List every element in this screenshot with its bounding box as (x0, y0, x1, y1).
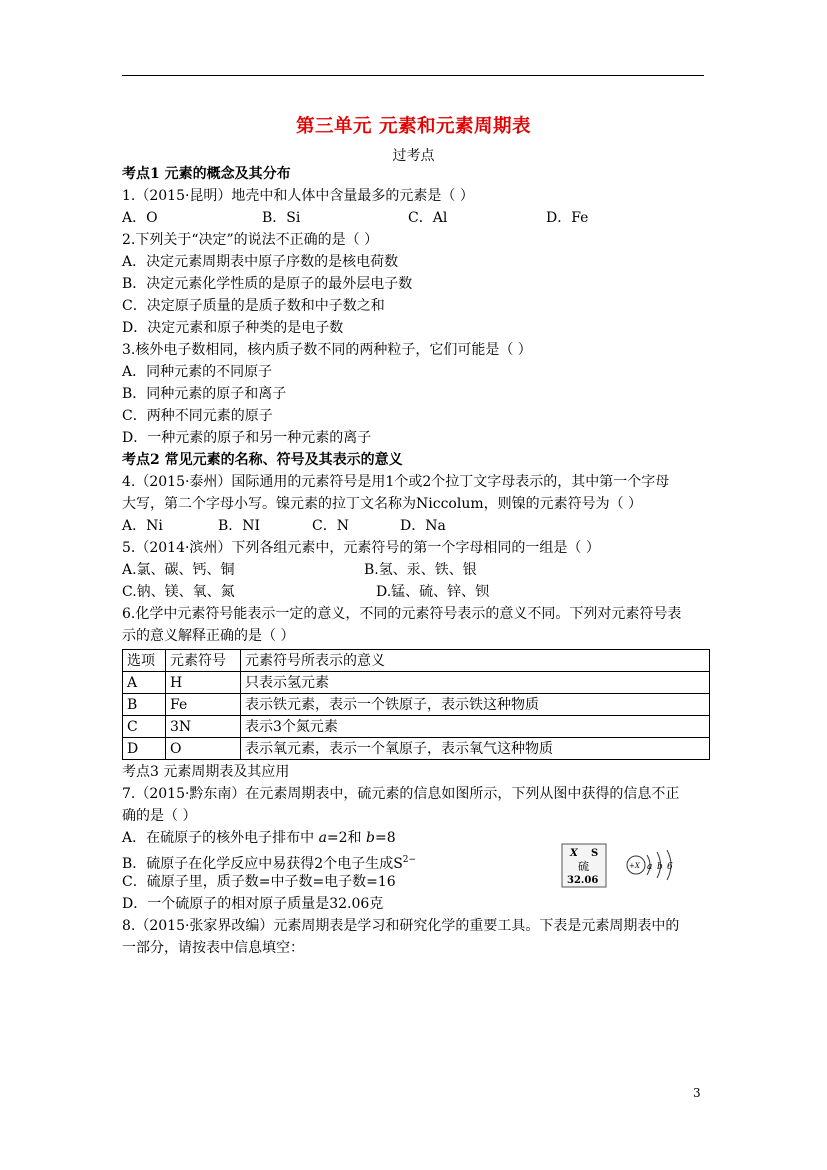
header-rule (122, 75, 704, 76)
table-cell: 表示3个氮元素 (241, 716, 710, 738)
cell-name: 硫 (578, 860, 589, 873)
option-b: B．Si (262, 210, 301, 226)
page-subtitle: 过考点 (392, 148, 435, 164)
question-8-stem-line1: 8.（2015·张家界改编）元素周期表是学习和研究化学的重要工具。下表是元素周期表中的 (122, 918, 680, 934)
question-4-stem-line1: 4.（2015·泰州）国际通用的元素符号是用1个或2个拉丁文字母表示的，其中第一个字母 (122, 474, 670, 490)
table-row (123, 672, 710, 694)
option-a: A．同种元素的不同原子 (122, 364, 273, 380)
table-cell: D (123, 738, 166, 760)
nucleus-label: +X (629, 862, 640, 870)
question-4-stem-line2: 大写，第二个字母小写。镍元素的拉丁文名称为Niccolum，则镍的元素符号为（ ） (122, 496, 643, 512)
table-header-cell: 选项 (123, 650, 166, 672)
option-c: C．N (312, 518, 349, 534)
shell-2-count: b (657, 862, 663, 872)
variable-a: a (318, 830, 327, 846)
cell-mass: 32.06 (567, 875, 599, 886)
table-cell: 表示氧元素，表示一个氧原子，表示氧气这种物质 (241, 738, 710, 760)
question-2-stem: 2.下列关于“决定”的说法不正确的是（ ） (122, 232, 379, 248)
page-title: 第三单元 元素和元素周期表 (296, 116, 531, 137)
table-cell: 3N (166, 716, 241, 738)
option-a: A．决定元素周期表中原子序数的是核电荷数 (122, 254, 399, 270)
option-b-text: B．硫原子在化学反应中易获得2个电子生成S (122, 856, 403, 872)
shell-1-count: a (647, 862, 653, 872)
table-cell: C (123, 716, 166, 738)
question-8-stem-line2: 一部分，请按表中信息填空： (122, 940, 304, 956)
question-6-stem-line2: 示的意义解释正确的是（ ） (122, 628, 295, 644)
table-cell: 表示铁元素，表示一个铁原子，表示铁这种物质 (241, 694, 710, 716)
option-d: D．决定元素和原子种类的是电子数 (122, 320, 344, 336)
option-c: C．Al (408, 210, 448, 226)
cell-number: X (570, 848, 578, 859)
option-d: D.锰、硫、锌、钡 (376, 584, 490, 600)
question-5-options-row1 (122, 559, 710, 581)
option-a-text-end: =8 (374, 830, 396, 846)
table-header-row (123, 650, 710, 672)
option-d: D．一种元素的原子和另一种元素的离子 (122, 430, 372, 446)
table-cell: 只表示氢元素 (241, 672, 710, 694)
table-cell: B (123, 694, 166, 716)
question-1-stem: 1.（2015·昆明）地壳中和人体中含量最多的元素是（ ） (122, 188, 474, 204)
question-7-stem-line1: 7.（2015·黔东南）在元素周期表中，硫元素的信息如图所示，下列从图中获得的信息不正 (122, 786, 680, 802)
option-b: B．决定元素化学性质的是原子的最外层电子数 (122, 276, 413, 292)
question-5-stem: 5.（2014·滨州）下列各组元素中，元素符号的第一个字母相同的一组是（ ） (122, 540, 600, 556)
question-4-options (122, 515, 710, 537)
table-header-cell: 元素符号 (166, 650, 241, 672)
section-heading-2: 考点2 常见元素的名称、符号及其表示的意义 (122, 452, 403, 468)
table-row (123, 716, 710, 738)
option-d: D．Na (400, 518, 446, 534)
question-3-stem: 3.核外电子数相同，核内质子数不同的两种粒子，它们可能是（ ） (122, 342, 532, 358)
section-heading-3: 考点3 元素周期表及其应用 (122, 764, 290, 780)
cell-symbol: S (591, 848, 599, 859)
element-symbol-table (122, 649, 710, 760)
option-a-text: A．在硫原子的核外电子排布中 (122, 830, 319, 846)
ion-charge: 2− (402, 855, 417, 865)
page-number: 3 (693, 1086, 701, 1100)
option-b: B．同种元素的原子和离子 (122, 386, 287, 402)
question-7-stem-line2: 确的是（ ） (122, 808, 197, 824)
option-a-text-mid: =2和 (326, 830, 367, 846)
option-b: B．NI (218, 518, 261, 534)
option-a: A．Ni (122, 518, 163, 534)
table-row (123, 738, 710, 760)
question-6-stem-line1: 6.化学中元素符号能表示一定的意义，不同的元素符号表示的意义不同。下列对元素符号表 (122, 606, 682, 622)
option-d: D．Fe (546, 210, 589, 226)
question-1-options (122, 207, 710, 229)
table-cell: O (166, 738, 241, 760)
option-c: C．决定原子质量的是质子数和中子数之和 (122, 298, 385, 314)
option-a: A.氯、碳、钙、铜 (122, 562, 235, 578)
sulfur-info-figure (561, 843, 681, 889)
worksheet-content (122, 163, 710, 959)
table-cell: H (166, 672, 241, 694)
section-heading-1: 考点1 元素的概念及其分布 (122, 166, 291, 182)
table-header-cell: 元素符号所表示的意义 (241, 650, 710, 672)
option-c: C．两种不同元素的原子 (122, 408, 273, 424)
option-a: A．O (122, 210, 158, 226)
table-cell: A (123, 672, 166, 694)
table-cell: Fe (166, 694, 241, 716)
option-c: C.钠、镁、氧、氮 (122, 584, 235, 600)
question-5-options-row2 (122, 581, 710, 603)
option-b: B.氢、汞、铁、银 (364, 562, 477, 578)
option-c: C．硫原子里，质子数=中子数=电子数=16 (122, 874, 396, 890)
shell-3-count: 6 (667, 862, 673, 872)
option-d: D．一个硫原子的相对原子质量是32.06克 (122, 896, 384, 912)
table-row (123, 694, 710, 716)
variable-b: b (366, 830, 375, 846)
